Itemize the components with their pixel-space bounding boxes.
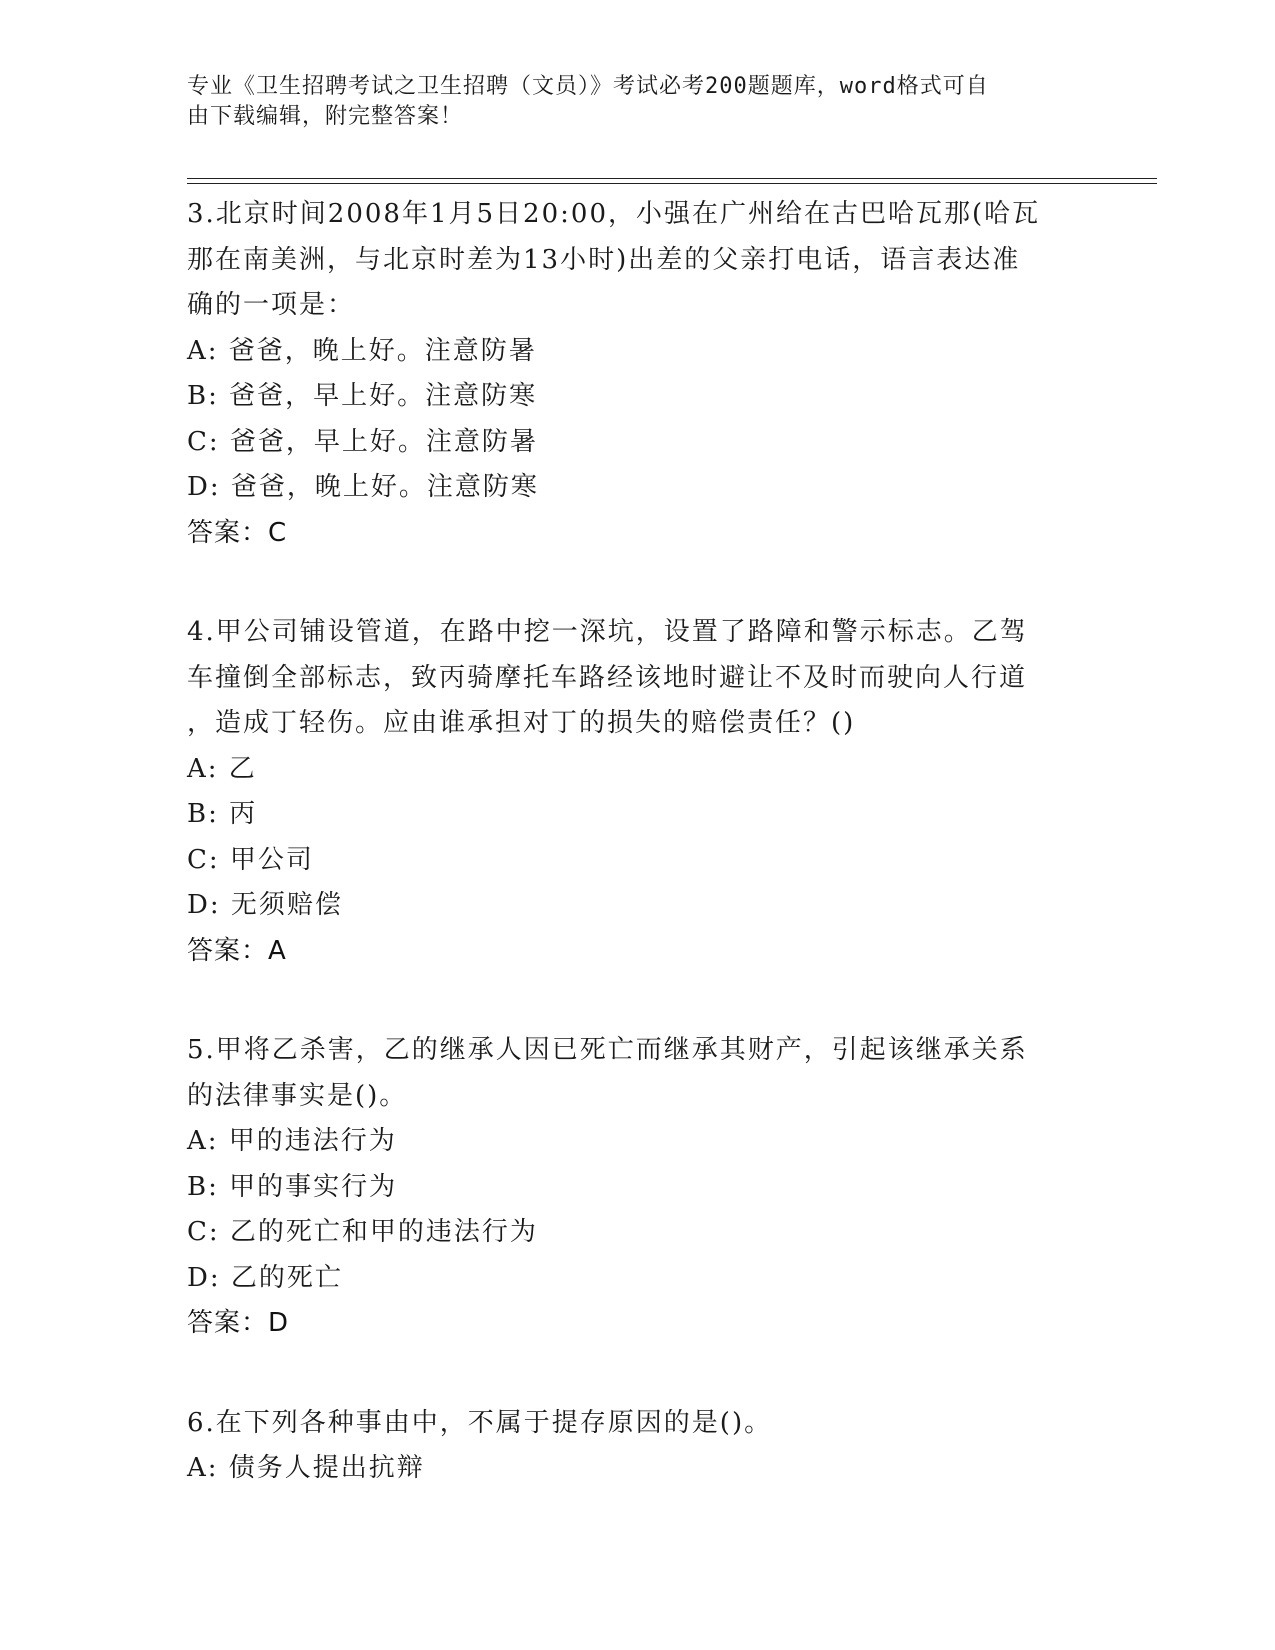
- question-5-option-a: A: 甲的违法行为: [187, 1126, 397, 1156]
- header-divider-bottom: [187, 183, 1157, 184]
- question-6: [187, 1401, 1107, 1492]
- question-3-option-c: C: 爸爸，早上好。注意防暑: [187, 426, 538, 457]
- question-4: [187, 610, 1107, 974]
- header-line-2: 由下载编辑，附完整答案！: [187, 104, 464, 129]
- question-3-option-b: B: 爸爸，早上好。注意防寒: [187, 381, 538, 411]
- question-3-answer: 答案：C: [187, 517, 288, 548]
- question-list: [187, 192, 1107, 1546]
- question-4-option-d: D: 无须赔偿: [187, 890, 343, 920]
- question-4-text-line-3: ，造成丁轻伤。应由谁承担对丁的损失的赔偿责任？(): [187, 708, 856, 738]
- question-3-text-line-3: 确的一项是：: [187, 290, 356, 320]
- question-6-text-line-1: 6.在下列各种事由中，不属于提存原因的是()。: [187, 1407, 773, 1438]
- question-5-text-line-2: 的法律事实是()。: [187, 1080, 408, 1111]
- question-4-option-a: A: 乙: [187, 753, 257, 784]
- question-6-option-a: A: 债务人提出抗辩: [187, 1453, 425, 1483]
- question-4-text-line-1: 4.甲公司铺设管道，在路中挖一深坑，设置了路障和警示标志。乙驾: [187, 617, 1028, 647]
- question-5: [187, 1028, 1107, 1347]
- question-4-option-c: C: 甲公司: [187, 844, 314, 875]
- question-3-option-d: D: 爸爸，晚上好。注意防寒: [187, 472, 539, 502]
- header-line-1: 专业《卫生招聘考试之卫生招聘（文员）》考试必考200题题库，word格式可自: [187, 74, 989, 99]
- question-4-option-b: B: 丙: [187, 799, 258, 829]
- header-divider-top: [187, 178, 1157, 179]
- question-4-text-line-2: 车撞倒全部标志，致丙骑摩托车路经该地时避让不及时而驶向人行道: [187, 662, 1028, 693]
- question-3-option-a: A: 爸爸，晚上好。注意防暑: [187, 335, 537, 366]
- document-header: [187, 72, 1067, 132]
- question-5-option-b: B: 甲的事实行为: [187, 1171, 398, 1202]
- question-5-answer: 答案：D: [187, 1308, 290, 1338]
- question-5-text-line-1: 5.甲将乙杀害，乙的继承人因已死亡而继承其财产，引起该继承关系: [187, 1035, 1028, 1065]
- question-5-option-d: D: 乙的死亡: [187, 1262, 343, 1293]
- question-4-answer: 答案：A: [187, 935, 287, 966]
- question-3-text-line-1: 3.北京时间2008年1月5日20:00，小强在广州给在古巴哈瓦那(哈瓦: [187, 199, 1041, 229]
- question-3: [187, 192, 1107, 556]
- question-5-option-c: C: 乙的死亡和甲的违法行为: [187, 1217, 538, 1247]
- question-3-text-line-2: 那在南美洲，与北京时差为13小时)出差的父亲打电话，语言表达准: [187, 244, 1021, 275]
